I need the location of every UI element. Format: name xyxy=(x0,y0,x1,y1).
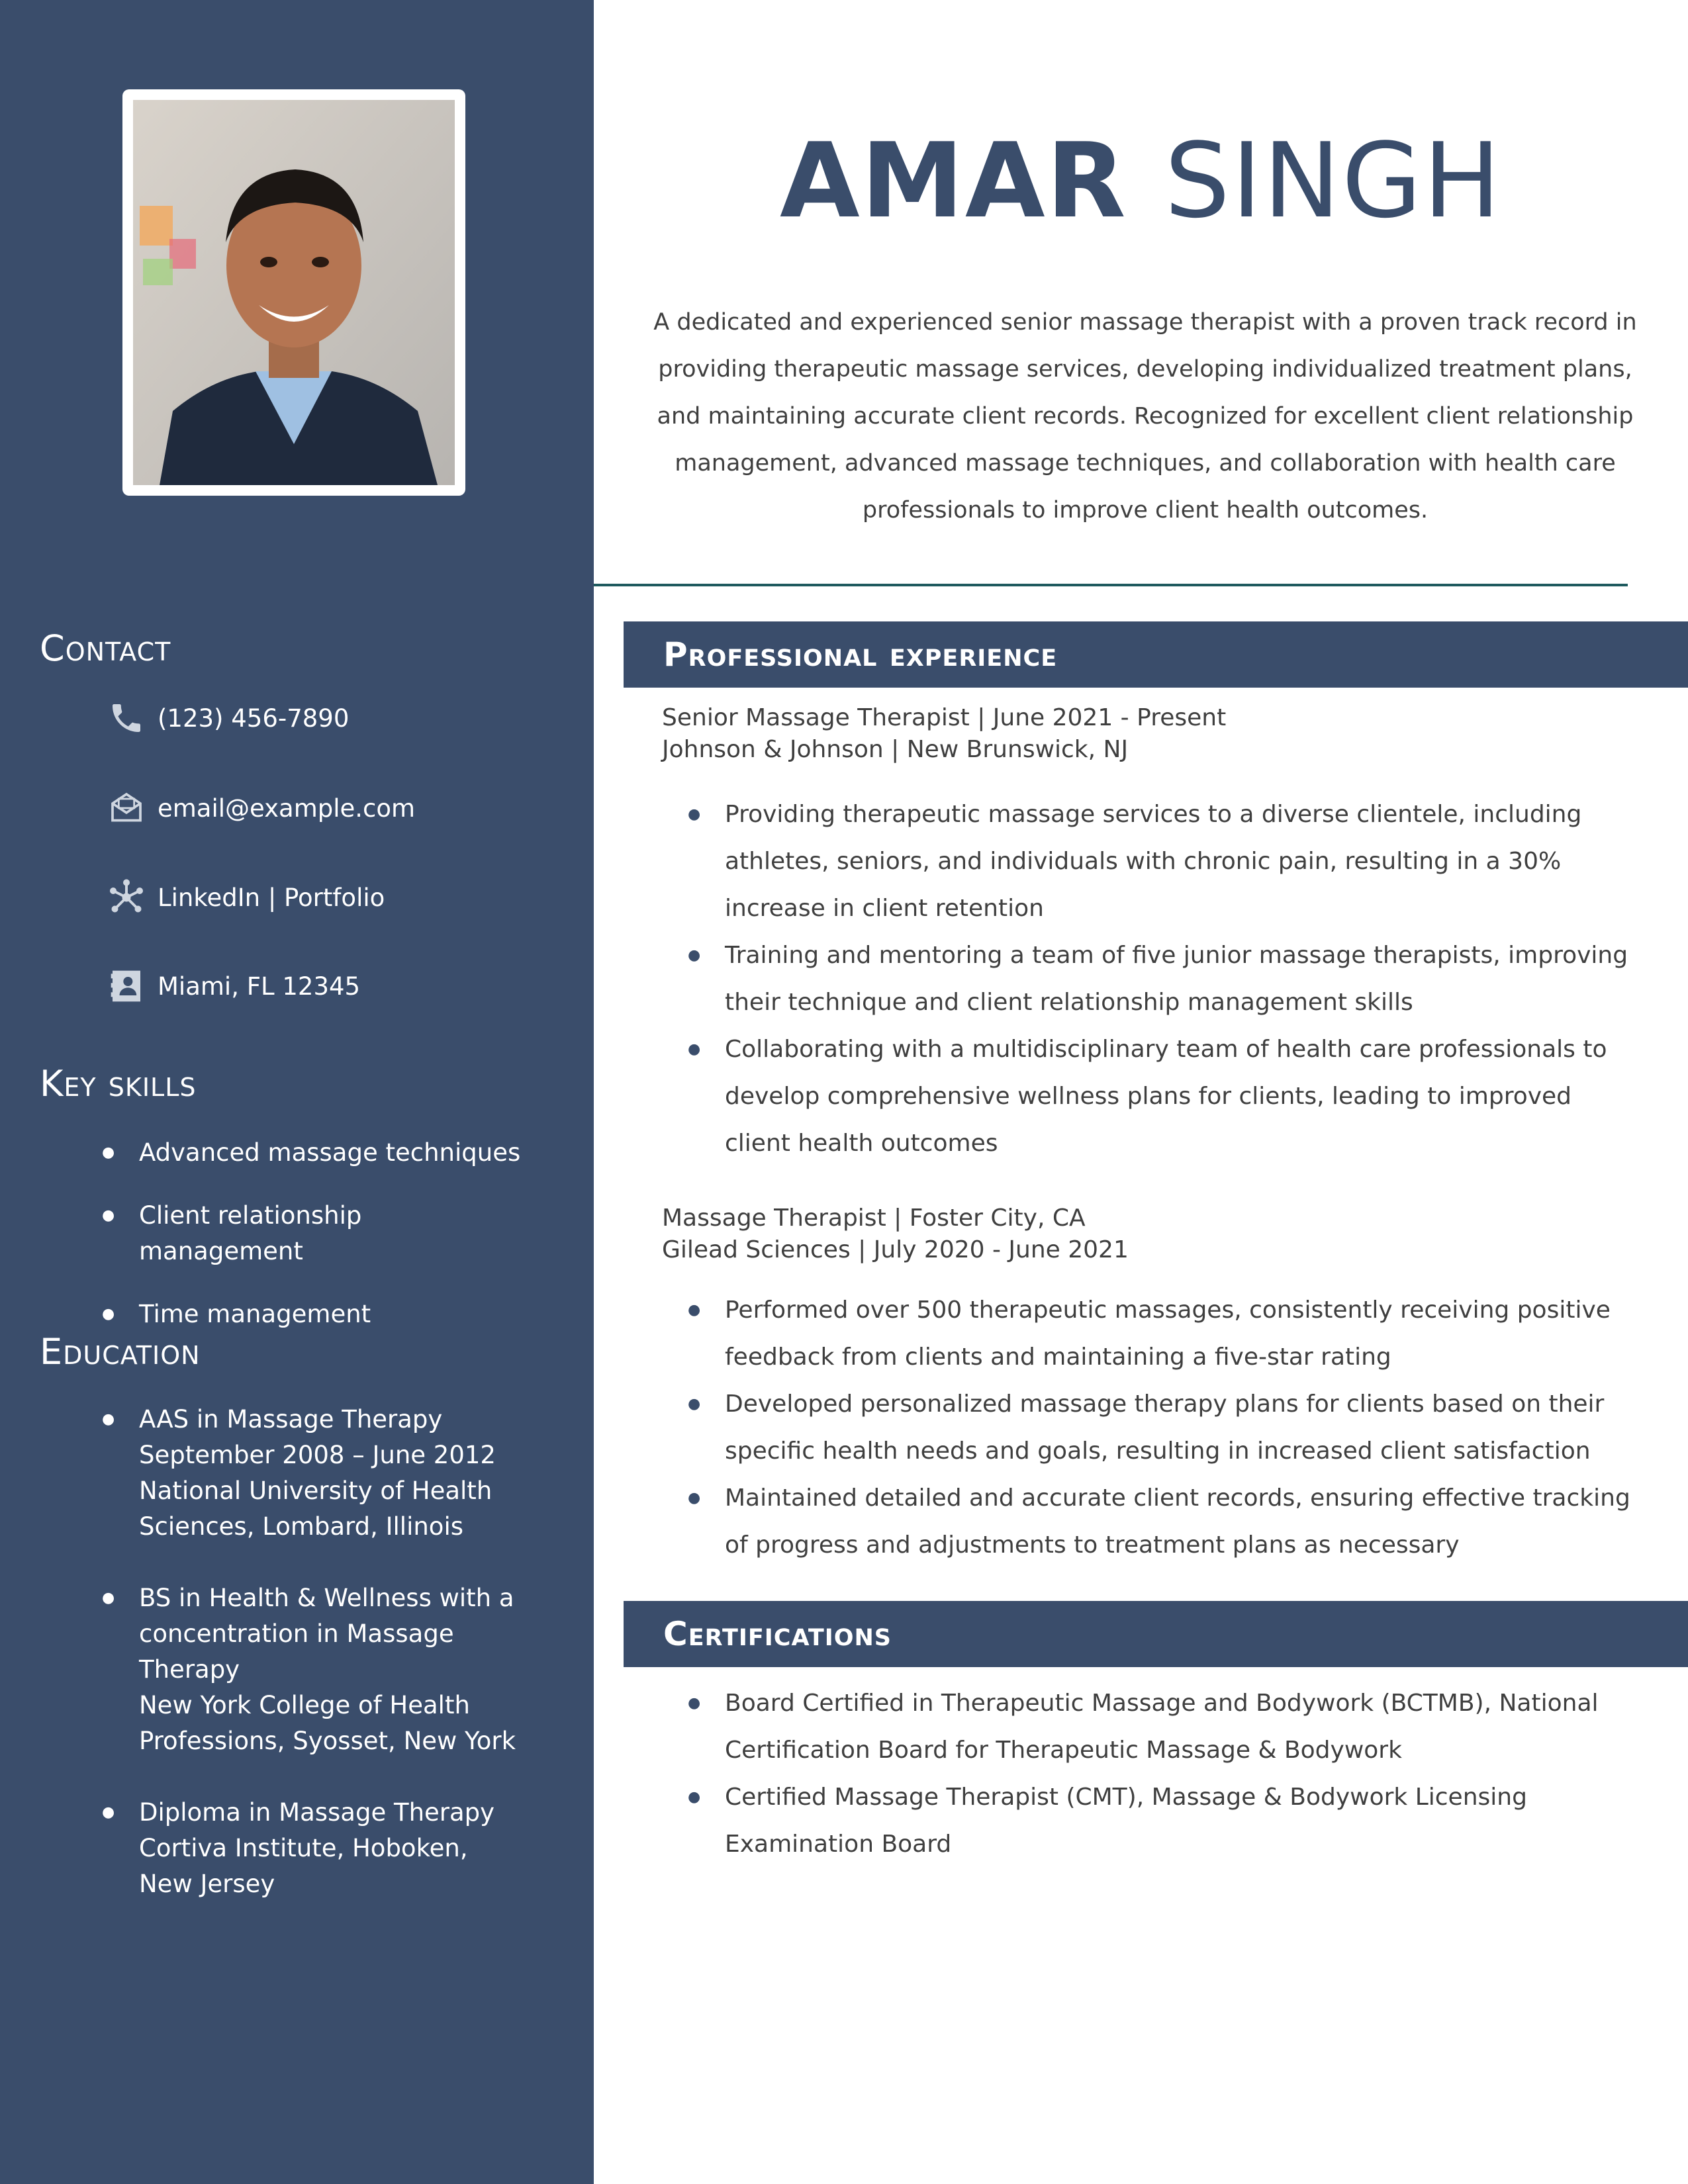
candidate-name xyxy=(594,120,1688,241)
skill-item: ● Client relationship management xyxy=(99,1198,523,1269)
certification-item: ● Certified Massage Therapist (CMT), Massage & Bodywork Licensing Examination Board xyxy=(685,1774,1632,1868)
education-item xyxy=(99,1402,523,1545)
job-header xyxy=(662,1203,1129,1266)
job-bullet: ● Performed over 500 therapeutic massages, consistently receiving positive feedback from clients and maintaining a five-star rating xyxy=(685,1287,1632,1381)
job-bullets xyxy=(685,1287,1632,1569)
education-degree: ● BS in Health & Wellness with a concentration in Massage Therapy xyxy=(139,1584,514,1684)
key-skills-heading: Key skills xyxy=(40,1063,197,1105)
sidebar xyxy=(0,0,594,2184)
education-item xyxy=(99,1580,523,1759)
phone-number[interactable]: (123) 456-7890 xyxy=(158,704,350,733)
job-bullets xyxy=(685,791,1632,1167)
experience-heading: Professional experience xyxy=(663,635,1058,674)
job-title-dates: Senior Massage Therapist | June 2021 - Present xyxy=(662,704,1227,731)
profile-links[interactable]: LinkedIn | Portfolio xyxy=(158,883,385,912)
network-icon xyxy=(106,877,147,918)
contact-location xyxy=(106,963,360,1009)
job-company-location: Johnson & Johnson | New Brunswick, NJ xyxy=(662,736,1129,763)
first-name: AMAR xyxy=(779,120,1127,241)
email-address[interactable]: email@example.com xyxy=(158,794,416,823)
phone-icon xyxy=(106,698,147,739)
email-icon xyxy=(106,788,147,829)
job-company-dates: Gilead Sciences | July 2020 - June 2021 xyxy=(662,1236,1129,1263)
education-list xyxy=(99,1402,523,1938)
education-school: National University of Health Sciences, Lombard, Illinois xyxy=(139,1477,492,1541)
last-name: SINGH xyxy=(1164,120,1503,241)
skill-item: ● Advanced massage techniques xyxy=(99,1135,523,1171)
experience-section-bar xyxy=(624,621,1688,688)
job-bullet: ● Maintained detailed and accurate client records, ensuring effective tracking of progress and adjustments to treatment plans as necessary xyxy=(685,1475,1632,1569)
certifications-heading: Certifications xyxy=(663,1615,892,1653)
education-heading: Education xyxy=(40,1331,201,1373)
address-card-icon xyxy=(106,966,147,1007)
education-school: Cortiva Institute, Hoboken, New Jersey xyxy=(139,1834,468,1898)
education-degree: ● Diploma in Massage Therapy xyxy=(139,1798,495,1827)
profile-photo-frame xyxy=(122,89,465,496)
professional-summary: A dedicated and experienced senior massage therapist with a proven track record in providing therapeutic massage services, developing individualized treatment plans, and maintaining accurate client records. Recognized for excellent client relationship management, advanced massage techniques, and collaboration with health care professionals to improve client health outcomes. xyxy=(653,309,1637,523)
job-bullet: ● Training and mentoring a team of five junior massage therapists, improving their technique and client relationship management skills xyxy=(685,932,1632,1026)
contact-email xyxy=(106,785,415,831)
education-dates: September 2008 – June 2012 xyxy=(139,1441,496,1469)
job-bullet: ● Providing therapeutic massage services to a diverse clientele, including athletes, seniors, and individuals with chronic pain, resulting in a 30% increase in client retention xyxy=(685,791,1632,932)
job-header xyxy=(662,702,1226,766)
education-degree: ● AAS in Massage Therapy xyxy=(139,1405,443,1433)
certification-list xyxy=(685,1680,1632,1868)
certifications-section-bar xyxy=(624,1601,1688,1667)
contact-links xyxy=(106,874,385,921)
certification-item: ● Board Certified in Therapeutic Massage and Bodywork (BCTMB), National Certification Board for Therapeutic Massage & Bodywork xyxy=(685,1680,1632,1774)
contact-heading: Contact xyxy=(40,627,171,669)
profile-photo xyxy=(133,100,455,485)
location-text: Miami, FL 12345 xyxy=(158,972,361,1001)
skill-item: ● Time management xyxy=(99,1297,523,1332)
skills-list xyxy=(99,1135,523,1359)
education-school: New York College of Health Professions, Syosset, New York xyxy=(139,1691,516,1755)
job-bullet: ● Developed personalized massage therapy plans for clients based on their specific health needs and goals, resulting in increased client satisfaction xyxy=(685,1381,1632,1475)
header-divider xyxy=(594,584,1628,586)
contact-phone xyxy=(106,695,349,741)
job-bullet: ● Collaborating with a multidisciplinary team of health care professionals to develop comprehensive wellness plans for clients, leading to improved client health outcomes xyxy=(685,1026,1632,1167)
education-item xyxy=(99,1795,523,1902)
job-title-location: Massage Therapist | Foster City, CA xyxy=(662,1205,1086,1232)
